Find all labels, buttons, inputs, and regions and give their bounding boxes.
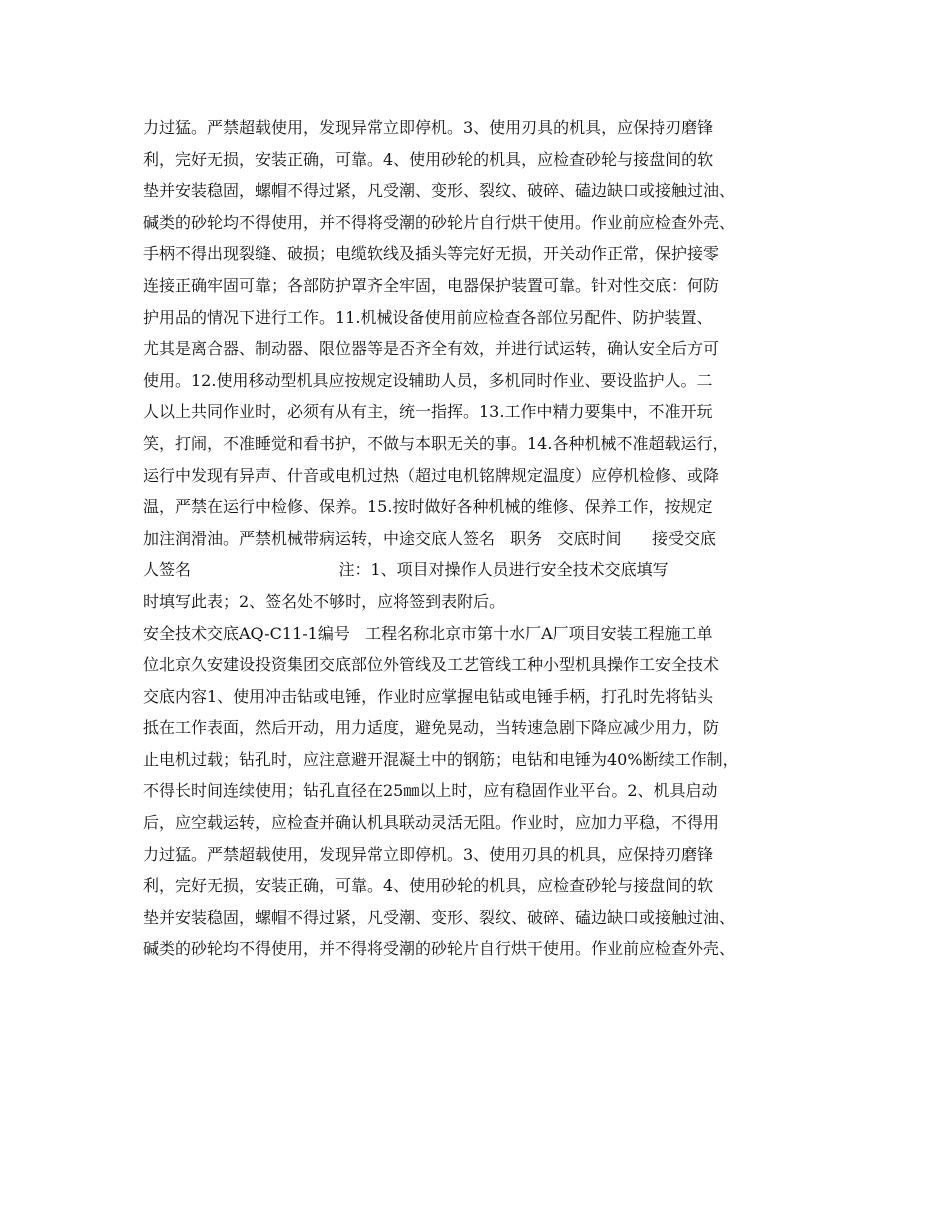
text-line: 连接正确牢固可靠；各部防护罩齐全牢固，电器保护装置可靠。针对性交底：何防 xyxy=(143,275,720,295)
text-line: 垫并安装稳固，螺帽不得过紧，凡受潮、变形、裂纹、破碎、磕边缺口或接触过油、 xyxy=(143,907,736,927)
text-line: 位北京久安建设投资集团交底部位外管线及工艺管线工种小型机具操作工安全技术 xyxy=(143,655,720,675)
text-line: 护用品的情况下进行工作。11.机械设备使用前应检查各部位另配件、防护装置、 xyxy=(143,307,713,327)
text-line: 力过猛。严禁超载使用，发现异常立即停机。3、使用刃具的机具，应保持刃磨锋 xyxy=(143,844,714,864)
text-line: 运行中发现有异声、什音或电机过热（超过电机铭牌规定温度）应停机检修、或降 xyxy=(143,465,720,485)
text-line: 加注润滑油。严禁机械带病运转，中途交底人签名 职务 交底时间 接受交底 xyxy=(143,528,717,548)
document-body xyxy=(143,112,823,965)
text-line: 手柄不得出现裂缝、破损；电缆软线及插头等完好无损，开关动作正常，保护接零 xyxy=(143,244,720,264)
text-line: 后，应空载运转，应检查并确认机具联动灵活无阻。作业时，应加力平稳，不得用 xyxy=(143,813,720,833)
text-line: 交底内容1、使用冲击钻或电锤，作业时应掌握电钻或电锤手柄，打孔时先将钻头 xyxy=(143,686,714,706)
text-line: 垫并安装稳固，螺帽不得过紧，凡受潮、变形、裂纹、破碎、磕边缺口或接触过油、 xyxy=(143,181,736,201)
text-line: 人签名 注：1、项目对操作人员进行安全技术交底填写 xyxy=(143,560,669,580)
text-line: 利，完好无损，安装正确，可靠。4、使用砂轮的机具，应检查砂轮与接盘间的软 xyxy=(143,876,714,896)
text-line: 笑，打闹，不准睡觉和看书护，不做与本职无关的事。14.各种机械不准超载运行， xyxy=(143,433,729,453)
text-line: 尤其是离合器、制动器、限位器等是否齐全有效，并进行试运转，确认安全后方可 xyxy=(143,339,720,359)
text-line: 时填写此表；2、签名处不够时，应将签到表附后。 xyxy=(143,591,506,611)
text-line: 碱类的砂轮均不得使用，并不得将受潮的砂轮片自行烘干使用。作业前应检查外壳、 xyxy=(143,212,736,232)
text-line: 碱类的砂轮均不得使用，并不得将受潮的砂轮片自行烘干使用。作业前应检查外壳、 xyxy=(143,939,736,959)
text-line: 安全技术交底AQ-C11-1编号 工程名称北京市第十水厂A厂项目安装工程施工单 xyxy=(143,623,713,643)
text-line: 利，完好无损，安装正确，可靠。4、使用砂轮的机具，应检查砂轮与接盘间的软 xyxy=(143,149,714,169)
text-line: 不得长时间连续使用；钻孔直径在25㎜以上时，应有稳固作业平台。2、机具启动 xyxy=(143,781,718,801)
text-line: 温，严禁在运行中检修、保养。15.按时做好各种机械的维修、保养工作，按规定 xyxy=(143,497,713,517)
text-line: 抵在工作表面，然后开动，用力适度，避免晃动，当转速急剧下降应减少用力，防 xyxy=(143,718,720,738)
text-line: 力过猛。严禁超载使用，发现异常立即停机。3、使用刃具的机具，应保持刃磨锋 xyxy=(143,118,714,137)
text-line: 人以上共同作业时，必须有从有主，统一指挥。13.工作中精力要集中，不准开玩 xyxy=(143,402,713,422)
text-line: 使用。12.使用移动型机具应按规定设辅助人员，多机同时作业、要设监护人。二 xyxy=(143,370,713,390)
text-line: 止电机过载；钻孔时，应注意避开混凝土中的钢筋；电钻和电锤为40%断续工作制， xyxy=(143,749,739,769)
